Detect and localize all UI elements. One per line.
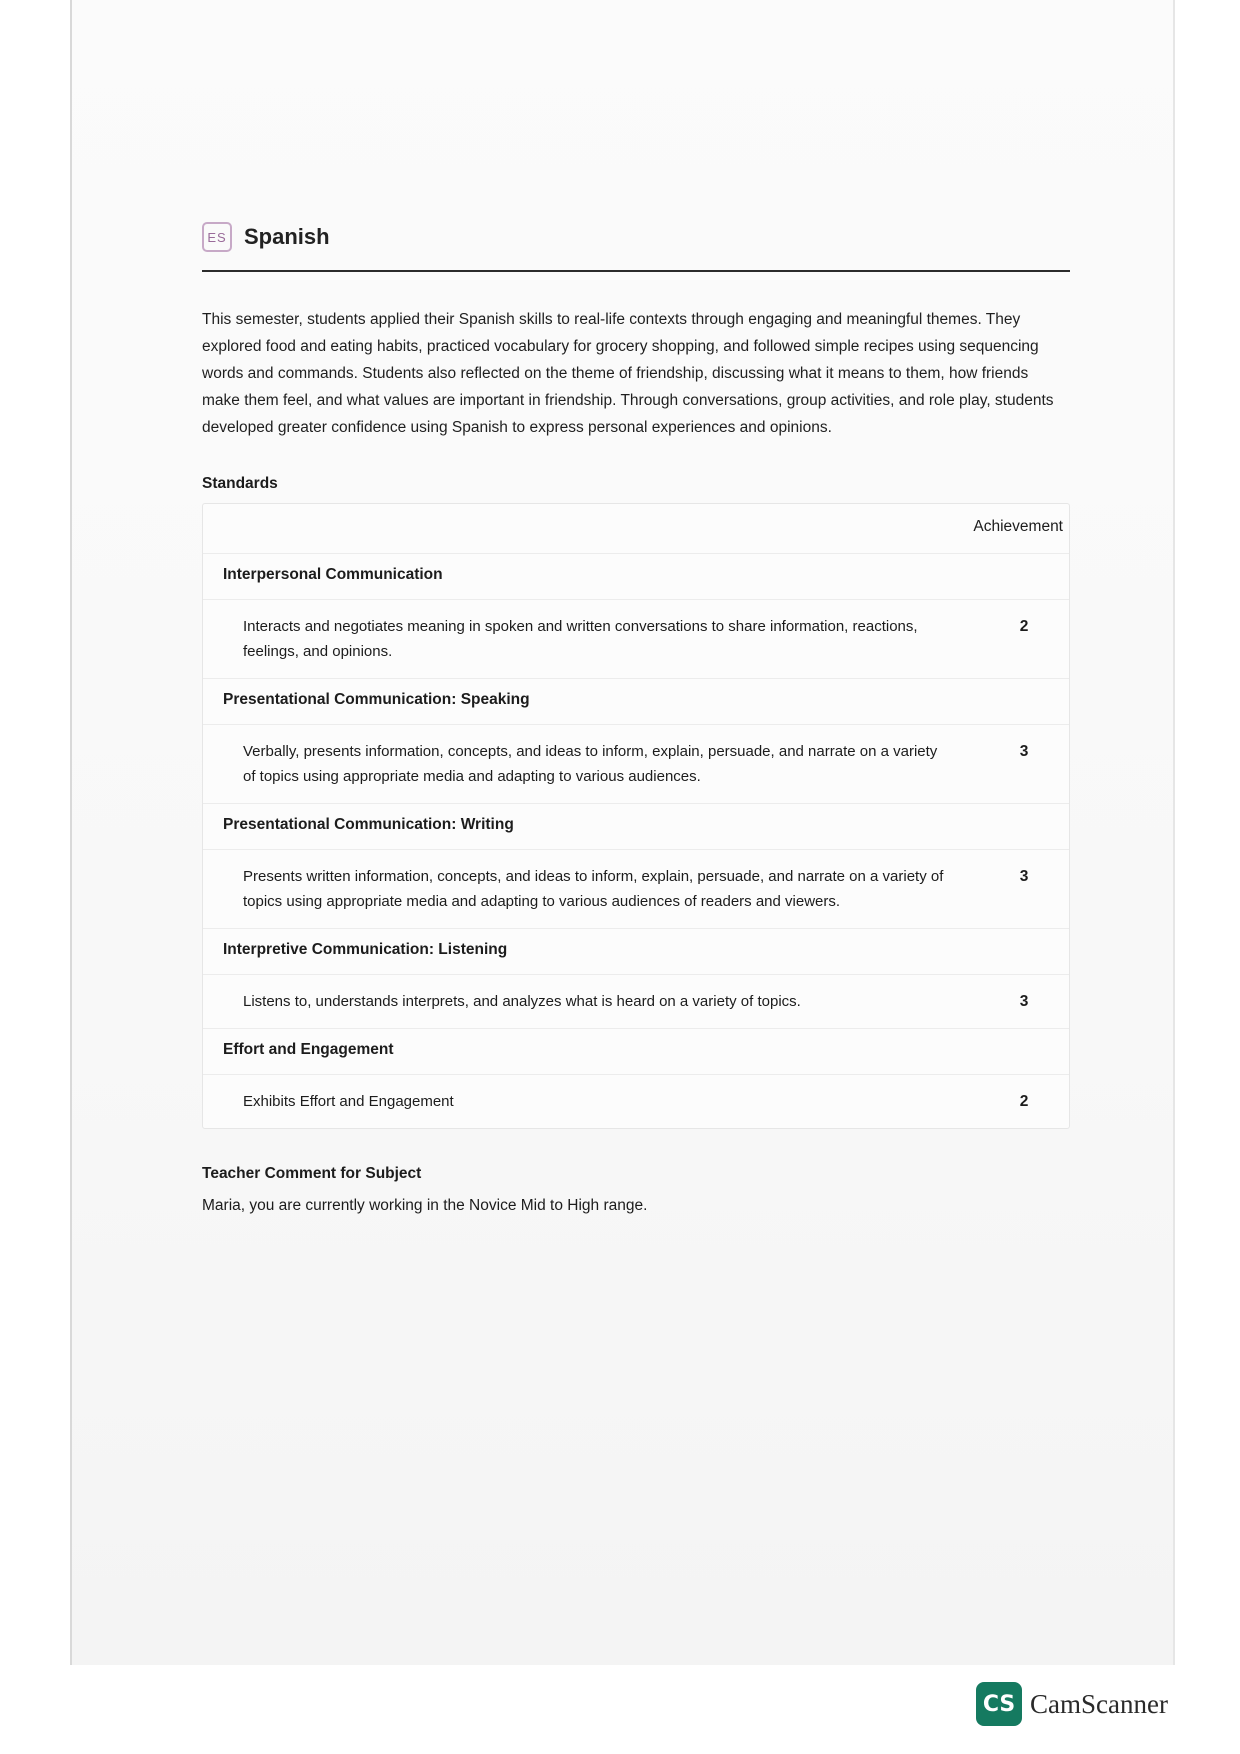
standard-group-title: Interpersonal Communication <box>203 554 1069 600</box>
standard-row <box>203 725 1069 804</box>
table-header <box>203 504 1069 554</box>
subject-header <box>202 218 1070 256</box>
subject-summary: This semester, students applied their Spanish skills to real-life contexts through engaging and meaningful themes. They explored food and eating habits, practiced vocabulary for grocery shopping, and followed simple recipes using sequencing words and commands. Students also reflected on the theme of friendship, discussing what it means to them, how friends make them feel, and what values are important in friendship. Through conversations, group activities, and role play, students developed greater confidence using Spanish to express personal experiences and opinions. <box>202 311 1054 436</box>
standard-description: Listens to, understands interprets, and analyzes what is heard on a variety of topics. <box>243 993 801 1010</box>
standard-group-title: Effort and Engagement <box>203 1029 1069 1075</box>
subject-badge: ES <box>202 222 232 252</box>
camscanner-name: CamScanner <box>1030 1688 1168 1719</box>
standard-group-title: Interpretive Communication: Listening <box>203 929 1069 975</box>
achievement-score: 2 <box>1019 1093 1029 1110</box>
standard-description: Presents written information, concepts, and ideas to inform, explain, persuade, and narrate on a variety of topics using appropriate media and adapting to various audiences of readers and viewers. <box>243 868 944 910</box>
standard-description: Verbally, presents information, concepts, and ideas to inform, explain, persuade, and narrate on a variety of topics using appropriate media and adapting to various audiences. <box>243 743 938 785</box>
standard-row <box>203 975 1069 1029</box>
camscanner-logo-icon: CS <box>976 1682 1022 1726</box>
achievement-column-header: Achievement <box>973 518 1063 535</box>
standard-row <box>203 1075 1069 1128</box>
subject-title: Spanish <box>244 224 330 249</box>
standards-label: Standards <box>202 475 278 492</box>
standard-row <box>203 850 1069 929</box>
standard-group-title: Presentational Communication: Speaking <box>203 679 1069 725</box>
teacher-comment-text: Maria, you are currently working in the Novice Mid to High range. <box>202 1197 648 1214</box>
achievement-score: 3 <box>1019 868 1029 885</box>
standard-description: Interacts and negotiates meaning in spoken and written conversations to share information, reactions, feelings, and opinions. <box>243 618 918 660</box>
achievement-score: 2 <box>1019 618 1029 635</box>
report-section <box>202 218 1070 1215</box>
teacher-comment-label: Teacher Comment for Subject <box>202 1165 422 1182</box>
camscanner-watermark <box>976 1682 1168 1726</box>
achievement-score: 3 <box>1019 993 1029 1010</box>
header-divider <box>202 270 1070 272</box>
standard-row <box>203 600 1069 679</box>
achievement-score: 3 <box>1019 743 1029 760</box>
standards-table <box>202 503 1070 1129</box>
standard-group-title: Presentational Communication: Writing <box>203 804 1069 850</box>
standard-description: Exhibits Effort and Engagement <box>243 1093 454 1110</box>
